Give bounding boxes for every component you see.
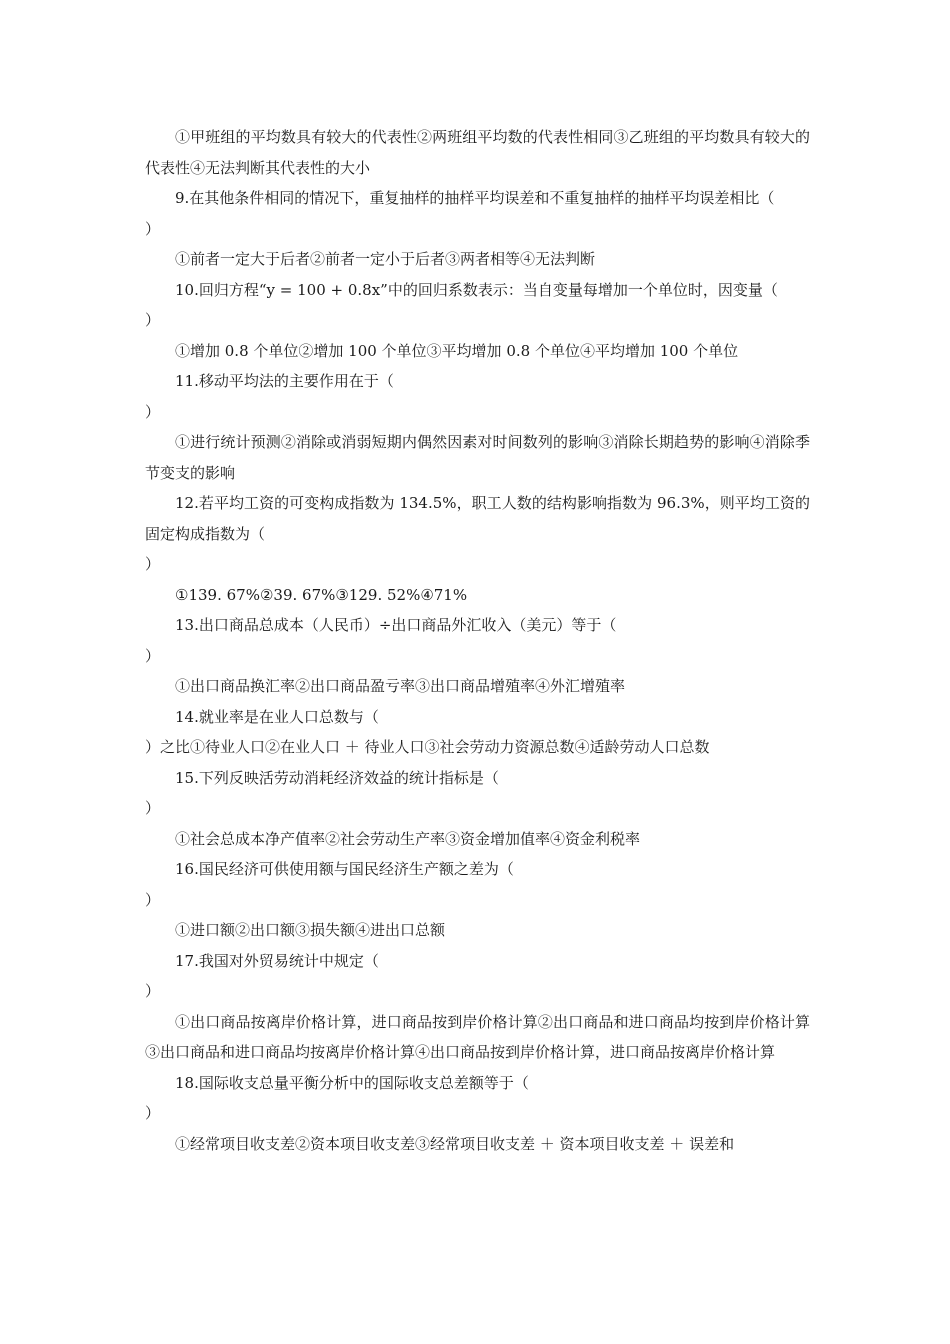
options-q11: ①进行统计预测②消除或消弱短期内偶然因素对时间数列的影响③消除长期趋势的影响④消除季节变支的影响 <box>145 433 810 482</box>
options-q14: ）之比①待业人口②在业人口 ＋ 待业人口③社会劳动力资源总数④适龄劳动人口总数 <box>145 738 710 756</box>
document-page <box>145 122 810 1159</box>
question-15: 15.下列反映活劳动消耗经济效益的统计指标是（ <box>175 768 499 787</box>
question-10: 10.回归方程“y = 100 + 0.8x”中的回归系数表示：当自变量每增加一个单位时，因变量（ <box>175 280 778 299</box>
options-q10: ①增加 0.8 个单位②增加 100 个单位③平均增加 0.8 个单位④平均增加 100 个单位 <box>175 341 739 360</box>
question-9: 9.在其他条件相同的情况下，重复抽样的抽样平均误差和不重复抽样的抽样平均误差相比（ <box>175 189 775 207</box>
answer-blank-q18: ） <box>145 1104 161 1122</box>
answer-blank-q11: ） <box>145 402 161 421</box>
question-16: 16.国民经济可供使用额与国民经济生产额之差为（ <box>175 860 514 878</box>
options-q13: ①出口商品换汇率②出口商品盈亏率③出口商品增殖率④外汇增殖率 <box>175 677 626 695</box>
answer-blank-q10: ） <box>145 311 161 329</box>
options-q8: ①甲班组的平均数具有较大的代表性②两班组平均数的代表性相同③乙班组的平均数具有较大的代表性④无法判断其代表性的大小 <box>145 128 810 177</box>
options-q12: ①139. 67%②39. 67%③129. 52%④71% <box>175 585 468 604</box>
question-18: 18.国际收支总量平衡分析中的国际收支总差额等于（ <box>175 1073 529 1092</box>
options-q16: ①进口额②出口额③损失额④进出口总额 <box>175 921 446 939</box>
options-q9: ①前者一定大于后者②前者一定小于后者③两者相等④无法判断 <box>175 250 596 268</box>
question-14: 14.就业率是在业人口总数与（ <box>175 707 379 726</box>
options-q17: ①出口商品按离岸价格计算，进口商品按到岸价格计算②出口商品和进口商品均按到岸价格计算③出口商品和进口商品均按离岸价格计算④出口商品按到岸价格计算，进口商品按离岸价格计算 <box>145 1012 810 1061</box>
answer-blank-q16: ） <box>145 890 161 909</box>
question-13: 13.出口商品总成本（人民币）÷出口商品外汇收入（美元）等于（ <box>175 616 617 634</box>
answer-blank-q15: ） <box>145 799 161 817</box>
answer-blank-q17: ） <box>145 982 161 1000</box>
question-11: 11.移动平均法的主要作用在于（ <box>175 372 394 390</box>
question-17: 17.我国对外贸易统计中规定（ <box>175 951 379 970</box>
answer-blank-q12: ） <box>145 555 161 573</box>
options-q15: ①社会总成本净产值率②社会劳动生产率③资金增加值率④资金利税率 <box>175 829 641 848</box>
question-12: 12.若平均工资的可变构成指数为 134.5%，职工人数的结构影响指数为 96.3%，则平均工资的固定构成指数为（ <box>145 494 810 543</box>
answer-blank-q9: ） <box>145 219 161 238</box>
options-q18: ①经常项目收支差②资本项目收支差③经常项目收支差 ＋ 资本项目收支差 ＋ 误差和 <box>175 1134 735 1153</box>
answer-blank-q13: ） <box>145 646 161 665</box>
